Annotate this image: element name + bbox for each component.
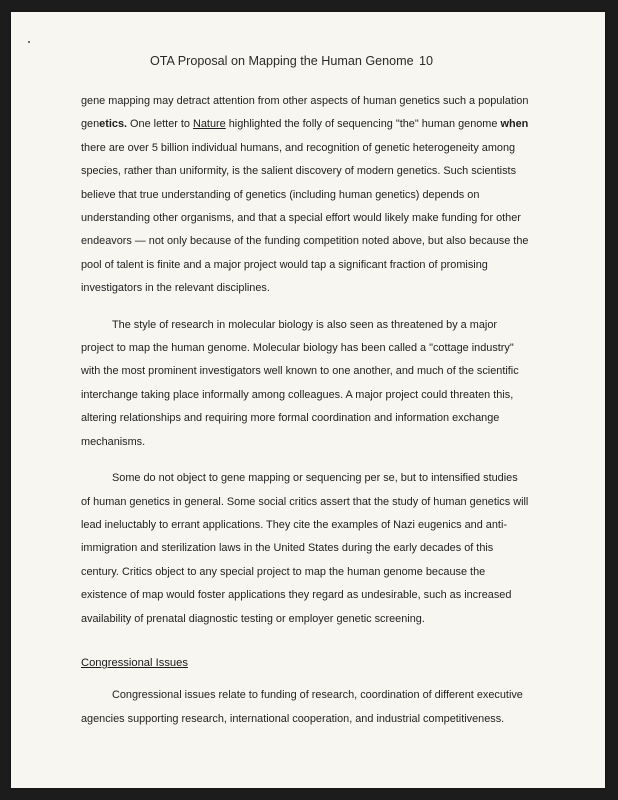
page-number: 10 <box>419 54 434 68</box>
page-speck <box>28 41 30 43</box>
bold-text: etics. <box>99 118 128 131</box>
section-paragraph: Congressional issues relate to funding of research, coordination of different executive agencies supporting research, international cooperation, and industrial competitiveness. <box>81 689 523 725</box>
paragraph-text: highlighted the folly of sequencing "the" human genome <box>225 118 501 131</box>
section-heading: Congressional Issues <box>81 656 188 669</box>
paragraph-1 <box>81 90 529 301</box>
paragraph-2: The style of research in molecular biology is also seen as threatened by a major project to map the human genome. Molecular biology has been called a "cottage industry" with the most prominent investigators well known to one another, and much of the scientific interchange taking place informally among colleagues. A major project could threaten this, altering relationships and requiring more formal coordination and information exchange mechanisms. <box>81 318 519 448</box>
paragraph-text: One letter to <box>127 118 194 131</box>
paragraph-text: there are over 5 billion individual humans, and recognition of genetic heterogeneity among species, rather than uniformity, is the salient discovery of modern genetics. Such scientists believe that true understanding of genetics (including human genetics) depends on understanding other organisms, and that a special effort would likely make funding for other endeavors — not only because of the funding competition noted above, but also because the pool of talent is finite and a major project would tap a significant fraction of promising investigators in the relevant disciplines. <box>81 141 529 295</box>
underlined-title-nature: Nature <box>193 118 226 131</box>
paragraph-3: Some do not object to gene mapping or sequencing per se, but to intensified studies of human genetics in general. Some social critics assert that the study of human genetics will lead ineluctably to errant applications. They cite the examples of Nazi eugenics and anti-immigration and sterilization laws in the United States during the early decades of this century. Critics object to any special project to map the human genome because the existence of map would foster applications they regard as undesirable, such as increased availability of prenatal diagnostic testing or employer genetic screening. <box>81 472 529 625</box>
document-page <box>11 12 605 788</box>
header-title: OTA Proposal on Mapping the Human Genome <box>150 54 414 68</box>
paragraph-text: gene mapping may detract attention from other aspects of human genetics such a population gen <box>81 95 529 131</box>
bold-text: when <box>500 118 529 131</box>
body-text <box>81 90 529 744</box>
